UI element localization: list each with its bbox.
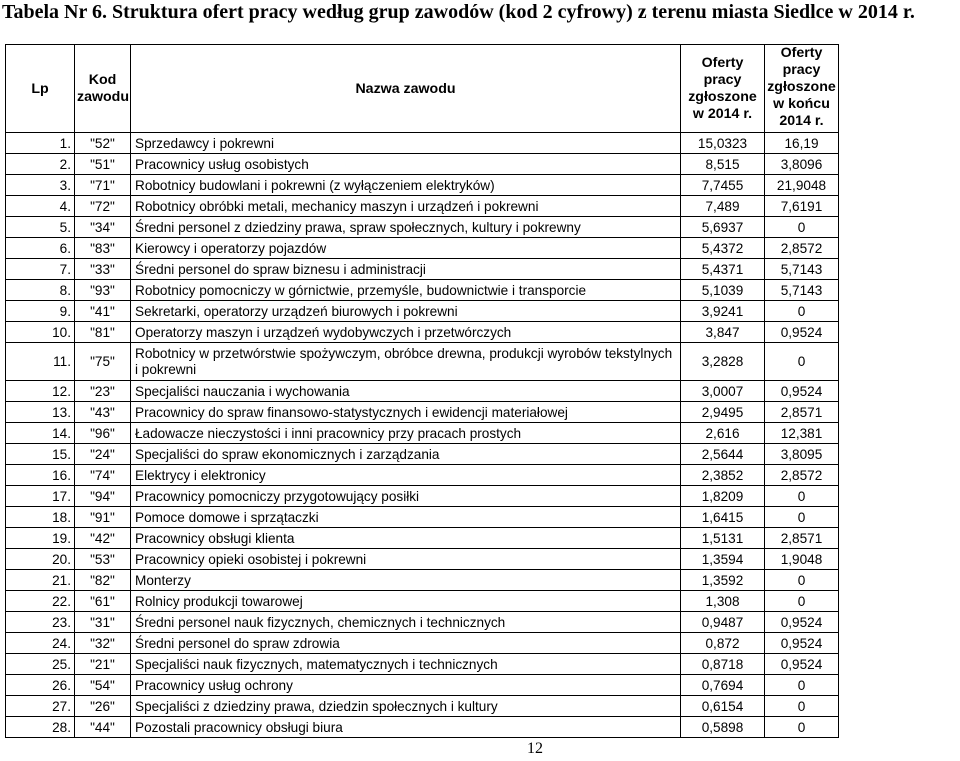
table-row: [6, 402, 839, 423]
table-row: [6, 486, 839, 507]
header-oferty-koniec-label: Oferty pracy zgłoszone w końcu 2014 r.: [767, 45, 836, 129]
cell-lp: 22.: [6, 591, 75, 612]
table-row: [6, 612, 839, 633]
page-number: 12: [527, 740, 543, 757]
cell-oferty-w: 1,308: [681, 591, 765, 612]
cell-oferty-koniec: 2,8571: [765, 402, 839, 423]
cell-nazwa: Elektrycy i elektronicy: [131, 465, 681, 486]
cell-nazwa: Robotnicy obróbki metali, mechanicy maszyn i urządzeń i pokrewni: [131, 196, 681, 217]
table-title: Tabela Nr 6. Struktura ofert pracy według grup zawodów (kod 2 cyfrowy) z terenu miasta Siedlce w 2014 r.: [2, 1, 915, 23]
cell-lp: 25.: [6, 654, 75, 675]
table-row: [6, 549, 839, 570]
cell-oferty-koniec: 0: [765, 570, 839, 591]
cell-oferty-w: 5,6937: [681, 217, 765, 238]
table-row: [6, 175, 839, 196]
header-lp: Lp: [6, 45, 75, 133]
cell-kod: "24": [75, 444, 131, 465]
cell-lp: 4.: [6, 196, 75, 217]
cell-oferty-w: 0,9487: [681, 612, 765, 633]
cell-oferty-koniec: 1,9048: [765, 549, 839, 570]
table-row: [6, 381, 839, 402]
cell-oferty-koniec: 0: [765, 343, 839, 381]
cell-nazwa: Pracownicy pomocniczy przygotowujący posiłki: [131, 486, 681, 507]
cell-oferty-koniec: 2,8572: [765, 465, 839, 486]
cell-kod: "42": [75, 528, 131, 549]
cell-oferty-w: 1,6415: [681, 507, 765, 528]
cell-oferty-koniec: 0: [765, 696, 839, 717]
cell-oferty-w: 0,5898: [681, 717, 765, 738]
cell-oferty-koniec: 7,6191: [765, 196, 839, 217]
cell-nazwa: Średni personel nauk fizycznych, chemicznych i technicznych: [131, 612, 681, 633]
cell-kod: "53": [75, 549, 131, 570]
cell-oferty-koniec: 0: [765, 217, 839, 238]
cell-nazwa: Średni personel do spraw zdrowia: [131, 633, 681, 654]
cell-oferty-koniec: 0,9524: [765, 381, 839, 402]
cell-kod: "72": [75, 196, 131, 217]
table-row: [6, 423, 839, 444]
cell-oferty-w: 5,4372: [681, 238, 765, 259]
cell-oferty-w: 3,9241: [681, 301, 765, 322]
cell-nazwa: Pracownicy usług ochrony: [131, 675, 681, 696]
table-row: [6, 154, 839, 175]
cell-lp: 19.: [6, 528, 75, 549]
cell-lp: 27.: [6, 696, 75, 717]
cell-lp: 2.: [6, 154, 75, 175]
cell-oferty-koniec: 5,7143: [765, 259, 839, 280]
cell-oferty-koniec: 16,19: [765, 133, 839, 154]
cell-oferty-koniec: 3,8096: [765, 154, 839, 175]
cell-kod: "91": [75, 507, 131, 528]
table-row: [6, 507, 839, 528]
cell-kod: "83": [75, 238, 131, 259]
cell-oferty-w: 0,7694: [681, 675, 765, 696]
cell-oferty-koniec: 0: [765, 486, 839, 507]
cell-lp: 5.: [6, 217, 75, 238]
cell-nazwa: Robotnicy w przetwórstwie spożywczym, obróbce drewna, produkcji wyrobów tekstylnych i pokrewni: [131, 343, 681, 381]
cell-oferty-w: 1,3594: [681, 549, 765, 570]
table-row: [6, 465, 839, 486]
cell-kod: "74": [75, 465, 131, 486]
table-row: [6, 570, 839, 591]
cell-nazwa: Pomoce domowe i sprzątaczki: [131, 507, 681, 528]
cell-oferty-w: 0,872: [681, 633, 765, 654]
cell-nazwa: Operatorzy maszyn i urządzeń wydobywczych i przetwórczych: [131, 322, 681, 343]
cell-oferty-koniec: 2,8572: [765, 238, 839, 259]
cell-lp: 13.: [6, 402, 75, 423]
cell-lp: 11.: [6, 343, 75, 381]
cell-lp: 21.: [6, 570, 75, 591]
cell-lp: 9.: [6, 301, 75, 322]
cell-nazwa: Sprzedawcy i pokrewni: [131, 133, 681, 154]
cell-lp: 14.: [6, 423, 75, 444]
table-row: [6, 217, 839, 238]
cell-oferty-koniec: 2,8571: [765, 528, 839, 549]
cell-oferty-w: 5,1039: [681, 280, 765, 301]
cell-kod: "51": [75, 154, 131, 175]
table-row: [6, 259, 839, 280]
cell-nazwa: Robotnicy pomocniczy w górnictwie, przemyśle, budownictwie i transporcie: [131, 280, 681, 301]
cell-oferty-koniec: 5,7143: [765, 280, 839, 301]
cell-lp: 18.: [6, 507, 75, 528]
table-row: [6, 696, 839, 717]
cell-oferty-w: 5,4371: [681, 259, 765, 280]
table-row: [6, 717, 839, 738]
cell-oferty-koniec: 0,9524: [765, 654, 839, 675]
cell-oferty-koniec: 0: [765, 591, 839, 612]
cell-oferty-w: 7,489: [681, 196, 765, 217]
table-row: [6, 528, 839, 549]
cell-kod: "31": [75, 612, 131, 633]
cell-oferty-w: 0,8718: [681, 654, 765, 675]
cell-kod: "61": [75, 591, 131, 612]
cell-oferty-w: 1,8209: [681, 486, 765, 507]
cell-kod: "34": [75, 217, 131, 238]
cell-nazwa: Średni personel z dziedziny prawa, spraw społecznych, kultury i pokrewny: [131, 217, 681, 238]
table-row: [6, 238, 839, 259]
cell-lp: 20.: [6, 549, 75, 570]
table-row: [6, 322, 839, 343]
cell-lp: 6.: [6, 238, 75, 259]
cell-nazwa: Robotnicy budowlani i pokrewni (z wyłączeniem elektryków): [131, 175, 681, 196]
cell-nazwa: Monterzy: [131, 570, 681, 591]
table-row: [6, 444, 839, 465]
cell-oferty-koniec: 0: [765, 301, 839, 322]
cell-lp: 15.: [6, 444, 75, 465]
header-row: [6, 45, 839, 133]
cell-kod: "71": [75, 175, 131, 196]
cell-oferty-koniec: 0: [765, 717, 839, 738]
cell-kod: "96": [75, 423, 131, 444]
cell-kod: "81": [75, 322, 131, 343]
cell-kod: "52": [75, 133, 131, 154]
cell-kod: "21": [75, 654, 131, 675]
cell-kod: "23": [75, 381, 131, 402]
cell-lp: 28.: [6, 717, 75, 738]
cell-oferty-koniec: 0,9524: [765, 633, 839, 654]
cell-lp: 26.: [6, 675, 75, 696]
cell-lp: 10.: [6, 322, 75, 343]
cell-oferty-w: 2,616: [681, 423, 765, 444]
cell-lp: 3.: [6, 175, 75, 196]
cell-oferty-koniec: 0: [765, 675, 839, 696]
cell-kod: "82": [75, 570, 131, 591]
cell-nazwa: Pracownicy usług osobistych: [131, 154, 681, 175]
cell-lp: 1.: [6, 133, 75, 154]
cell-oferty-koniec: 3,8095: [765, 444, 839, 465]
cell-lp: 8.: [6, 280, 75, 301]
cell-nazwa: Rolnicy produkcji towarowej: [131, 591, 681, 612]
cell-nazwa: Specjaliści do spraw ekonomicznych i zarządzania: [131, 444, 681, 465]
cell-nazwa: Specjaliści nauk fizycznych, matematycznych i technicznych: [131, 654, 681, 675]
header-oferty-w-label: Oferty pracy zgłoszone w 2014 r.: [688, 54, 757, 122]
cell-kod: "54": [75, 675, 131, 696]
cell-lp: 12.: [6, 381, 75, 402]
cell-nazwa: Pracownicy do spraw finansowo-statystycznych i ewidencji materiałowej: [131, 402, 681, 423]
cell-oferty-w: 2,9495: [681, 402, 765, 423]
header-nazwa: Nazwa zawodu: [131, 45, 681, 133]
cell-oferty-w: 3,847: [681, 322, 765, 343]
table-row: [6, 196, 839, 217]
cell-kod: "26": [75, 696, 131, 717]
cell-oferty-w: 3,2828: [681, 343, 765, 381]
cell-lp: 23.: [6, 612, 75, 633]
cell-oferty-koniec: 0,9524: [765, 322, 839, 343]
table-row: [6, 591, 839, 612]
header-oferty-w: [681, 45, 765, 133]
cell-oferty-w: 3,0007: [681, 381, 765, 402]
cell-kod: "94": [75, 486, 131, 507]
table-row: [6, 654, 839, 675]
cell-oferty-w: 0,6154: [681, 696, 765, 717]
table-row: [6, 343, 839, 381]
table-row: [6, 280, 839, 301]
cell-nazwa: Pracownicy obsługi klienta: [131, 528, 681, 549]
cell-oferty-w: 2,3852: [681, 465, 765, 486]
cell-nazwa: Pozostali pracownicy obsługi biura: [131, 717, 681, 738]
cell-nazwa: Specjaliści z dziedziny prawa, dziedzin społecznych i kultury: [131, 696, 681, 717]
cell-kod: "75": [75, 343, 131, 381]
cell-kod: "41": [75, 301, 131, 322]
table-header: [6, 45, 839, 133]
table-row: [6, 301, 839, 322]
cell-lp: 16.: [6, 465, 75, 486]
header-oferty-koniec: [765, 45, 839, 133]
cell-oferty-koniec: 0: [765, 507, 839, 528]
cell-lp: 17.: [6, 486, 75, 507]
cell-oferty-w: 7,7455: [681, 175, 765, 196]
cell-oferty-w: 1,5131: [681, 528, 765, 549]
cell-oferty-koniec: 21,9048: [765, 175, 839, 196]
cell-oferty-koniec: 12,381: [765, 423, 839, 444]
cell-oferty-w: 1,3592: [681, 570, 765, 591]
cell-oferty-w: 15,0323: [681, 133, 765, 154]
cell-kod: "33": [75, 259, 131, 280]
cell-oferty-w: 2,5644: [681, 444, 765, 465]
cell-kod: "44": [75, 717, 131, 738]
header-kod-label: Kod zawodu: [77, 71, 130, 105]
table-row: [6, 133, 839, 154]
cell-oferty-w: 8,515: [681, 154, 765, 175]
cell-kod: "93": [75, 280, 131, 301]
header-kod: [75, 45, 131, 133]
cell-lp: 7.: [6, 259, 75, 280]
cell-oferty-koniec: 0,9524: [765, 612, 839, 633]
cell-nazwa: Sekretarki, operatorzy urządzeń biurowych i pokrewni: [131, 301, 681, 322]
cell-lp: 24.: [6, 633, 75, 654]
cell-nazwa: Kierowcy i operatorzy pojazdów: [131, 238, 681, 259]
cell-kod: "32": [75, 633, 131, 654]
cell-nazwa: Średni personel do spraw biznesu i administracji: [131, 259, 681, 280]
table-body: [6, 133, 839, 738]
table-row: [6, 675, 839, 696]
job-offers-table: [5, 44, 839, 738]
cell-nazwa: Specjaliści nauczania i wychowania: [131, 381, 681, 402]
cell-nazwa: Pracownicy opieki osobistej i pokrewni: [131, 549, 681, 570]
cell-nazwa: Ładowacze nieczystości i inni pracownicy przy pracach prostych: [131, 423, 681, 444]
table-row: [6, 633, 839, 654]
cell-kod: "43": [75, 402, 131, 423]
